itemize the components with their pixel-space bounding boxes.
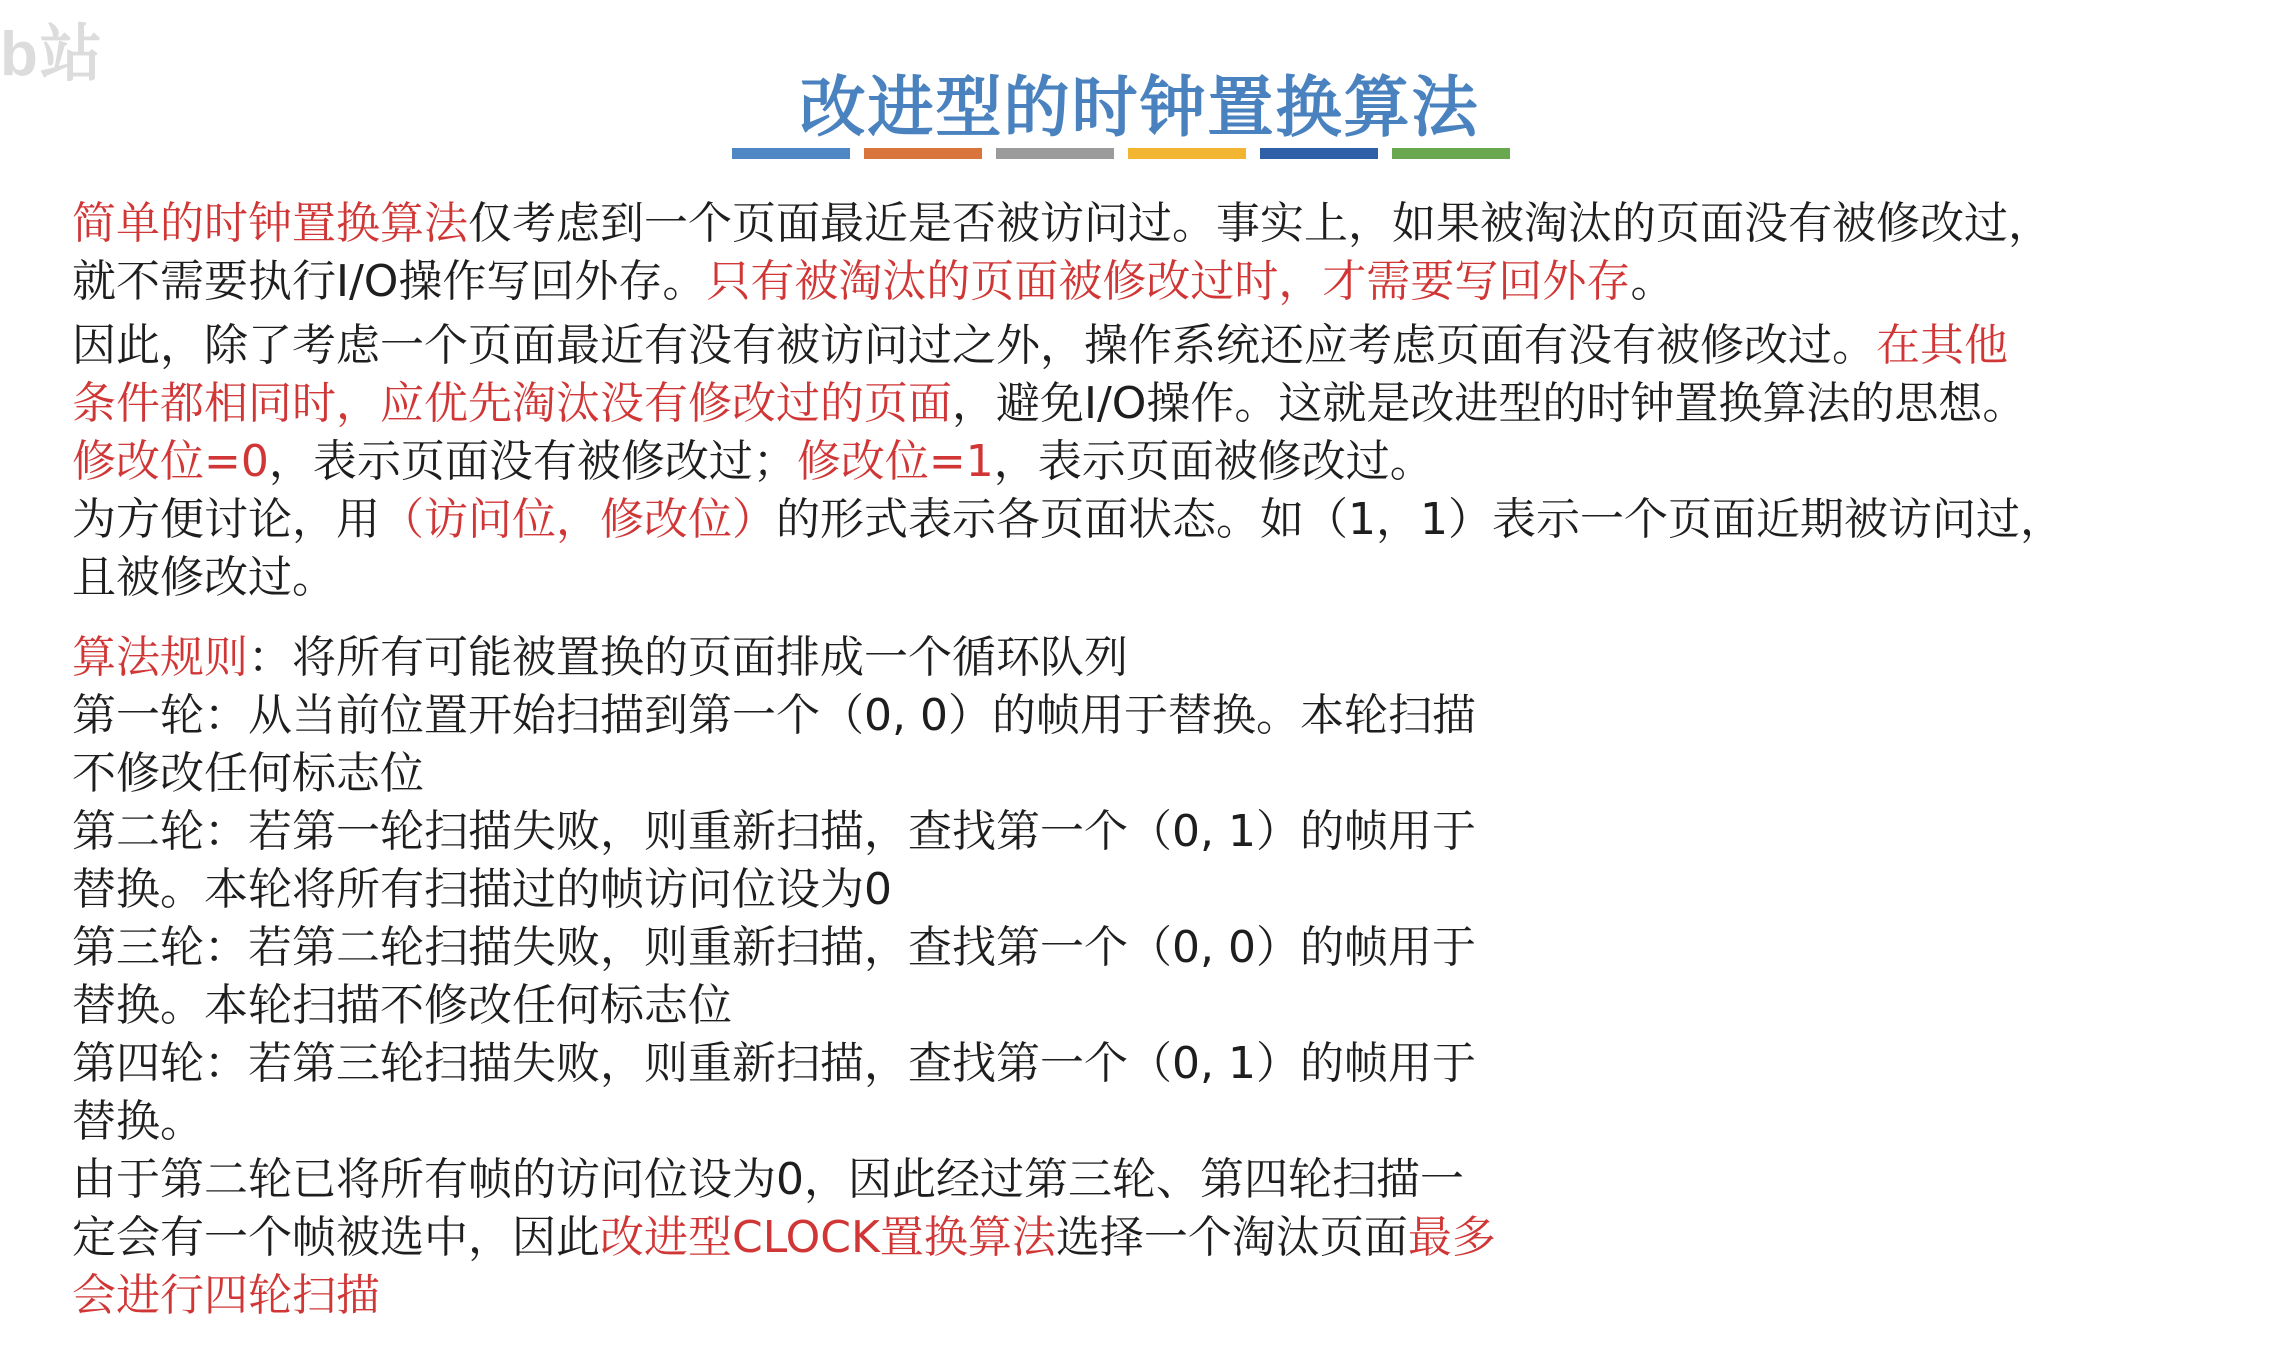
text-line: 且被修改过。 (72, 552, 336, 603)
body-text: ，表示页面被修改过。 (993, 436, 1434, 487)
highlight-text: （访问位，修改位） (380, 494, 776, 545)
body-text: ，避免I/O操作。这就是改进型的时钟置换算法的思想。 (952, 378, 2027, 429)
highlight-text: 只有被淘汰的页面被修改过时，才需要写回外存 (706, 256, 1631, 307)
text-line (72, 491, 2272, 549)
highlight-text: 修改位=0 (72, 436, 269, 487)
watermark: b站 (0, 20, 104, 89)
title-underline-bars (732, 148, 1510, 159)
color-bar (1128, 148, 1246, 159)
body-text: 定会有一个帧被选中，因此 (72, 1212, 600, 1263)
color-bar (1260, 148, 1378, 159)
algorithm-rules (72, 629, 2272, 1325)
highlight-text: 条件都相同时，应优先淘汰没有修改过的页面 (72, 378, 952, 429)
text-line (72, 375, 2272, 433)
highlight-text: 改进型CLOCK置换算法 (600, 1212, 1056, 1263)
conclusion-line-2 (72, 1209, 2272, 1267)
paragraph-modify-bit (72, 433, 2272, 491)
slide-body (72, 195, 2272, 1325)
color-bar (864, 148, 982, 159)
round-1-line-2: 不修改任何标志位 (72, 748, 424, 799)
text-line (72, 433, 2272, 491)
text-line (72, 253, 2272, 311)
body-text: 。 (1630, 256, 1675, 307)
paragraph-notation (72, 491, 2272, 607)
body-text: 就不需要执行I/O操作写回外存。 (72, 256, 707, 307)
highlight-text: 在其他 (1876, 320, 2008, 371)
text-line (72, 317, 2272, 375)
round-3-line-1: 第三轮：若第二轮扫描失败，则重新扫描，查找第一个（0, 0）的帧用于 (72, 922, 1476, 973)
highlight-text: 最多 (1407, 1212, 1496, 1263)
body-text: 的形式表示各页面状态。如（1，1）表示一个页面近期被访问过， (776, 494, 2064, 545)
body-text: 选择一个淘汰页面 (1055, 1212, 1408, 1263)
body-text: 为方便讨论，用 (72, 494, 380, 545)
highlight-text: 简单的时钟置换算法 (72, 198, 468, 249)
round-2-line-1: 第二轮：若第一轮扫描失败，则重新扫描，查找第一个（0, 1）的帧用于 (72, 806, 1476, 857)
round-4-line-2: 替换。 (72, 1096, 204, 1147)
highlight-text: 修改位=1 (796, 436, 994, 487)
color-bar (996, 148, 1114, 159)
conclusion-line-1: 由于第二轮已将所有帧的访问位设为0，因此经过第三轮、第四轮扫描一 (72, 1154, 1464, 1205)
text-line (72, 629, 2272, 687)
round-4-line-1: 第四轮：若第三轮扫描失败，则重新扫描，查找第一个（0, 1）的帧用于 (72, 1038, 1476, 1089)
round-2-line-2: 替换。本轮将所有扫描过的帧访问位设为0 (72, 864, 892, 915)
paragraph-improved-idea (72, 317, 2272, 433)
rules-label: 算法规则 (72, 632, 248, 683)
color-bar (732, 148, 850, 159)
color-bar (1392, 148, 1510, 159)
paragraph-simple-clock (72, 195, 2272, 311)
body-text: 因此，除了考虑一个页面最近有没有被访问过之外，操作系统还应考虑页面有没有被修改过。 (72, 320, 1876, 371)
conclusion-line-3: 会进行四轮扫描 (72, 1270, 380, 1321)
body-text: 仅考虑到一个页面最近是否被访问过。事实上，如果被淘汰的页面没有被修改过， (468, 198, 2052, 249)
slide-title: 改进型的时钟置换算法 (799, 69, 1480, 146)
round-3-line-2: 替换。本轮扫描不修改任何标志位 (72, 980, 732, 1031)
body-text: ，表示页面没有被修改过； (268, 436, 797, 487)
text-line (72, 195, 2272, 253)
round-1-line-1: 第一轮：从当前位置开始扫描到第一个（0, 0）的帧用于替换。本轮扫描 (72, 690, 1476, 741)
body-text: ：将所有可能被置换的页面排成一个循环队列 (248, 632, 1128, 683)
